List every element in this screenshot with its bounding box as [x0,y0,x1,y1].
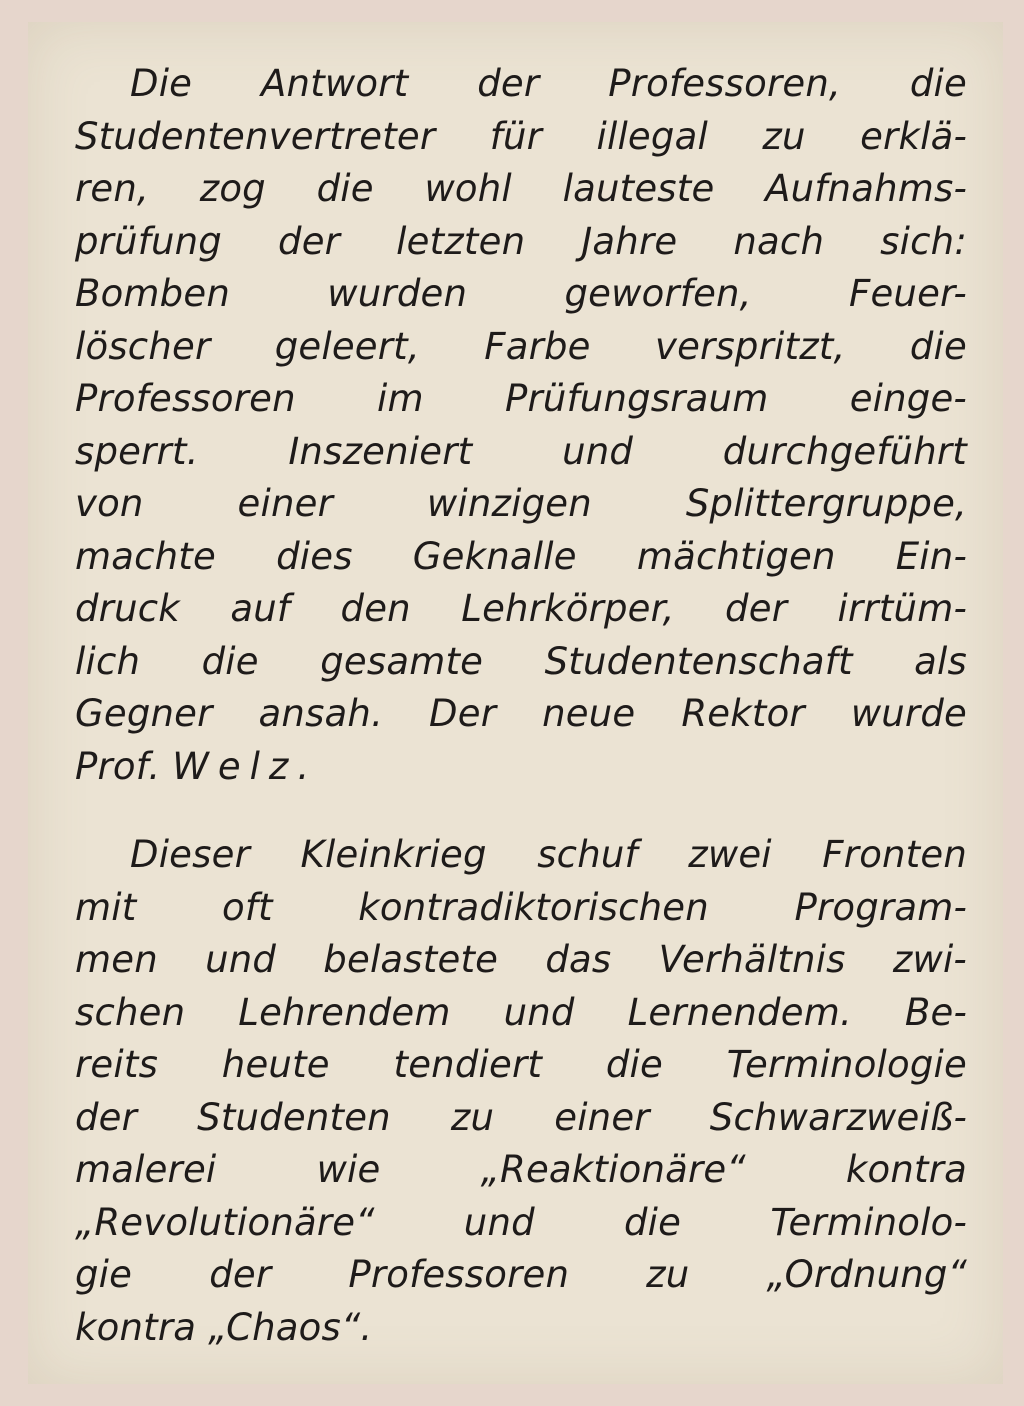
text-line: malerei wie „Reaktionäre“ kontra [75,1148,967,1191]
text-line: gie der Professoren zu „Ordnung“ [75,1253,967,1296]
text-line: mit oft kontradiktorischen Program- [75,885,967,929]
text-line: „Revolutionäre“ und die Terminolo- [75,1200,967,1244]
text-line: druck auf den Lehrkörper, der irrtüm- [75,587,967,630]
text-line: Studentenvertreter für illegal zu erklä- [75,114,967,158]
text-line: reits heute tendiert die Terminologie [75,1043,967,1086]
paragraph-2 [75,829,967,1354]
article-text-column [75,58,967,1354]
text-line-final: kontra „Chaos“. [75,1305,373,1349]
text-line-final [75,741,967,794]
text-line: ren, zog die wohl lauteste Aufnahms- [75,167,967,210]
text-line: Gegner ansah. Der neue Rektor wurde [75,692,967,735]
paragraph-gap [75,793,967,829]
text-line: der Studenten zu einer Schwarzweiß- [75,1095,967,1139]
text-line: von einer winzigen Splittergruppe, [75,482,967,525]
text-line: löscher geleert, Farbe verspritzt, die [75,324,967,368]
text-line: Bomben wurden geworfen, Feuer- [75,272,967,315]
name-suffix: . [297,744,310,788]
text-line: prüfung der letzten Jahre nach sich: [75,219,967,263]
text-line: Professoren im Prüfungsraum einge- [75,377,967,420]
text-line: Die Antwort der Professoren, die [130,62,967,105]
rector-name: Welz [172,744,298,788]
text-line: schen Lehrendem und Lernendem. Be- [75,990,967,1034]
paragraph-1 [75,58,967,793]
name-prefix: Prof. [75,744,161,788]
text-line: machte dies Geknalle mächtigen Ein- [75,534,967,578]
text-line: men und belastete das Verhältnis zwi- [75,938,967,981]
text-line: lich die gesamte Studentenschaft als [75,639,967,683]
text-line: sperrt. Inszeniert und durchgeführt [75,429,967,473]
text-line: Dieser Kleinkrieg schuf zwei Fronten [130,833,967,876]
